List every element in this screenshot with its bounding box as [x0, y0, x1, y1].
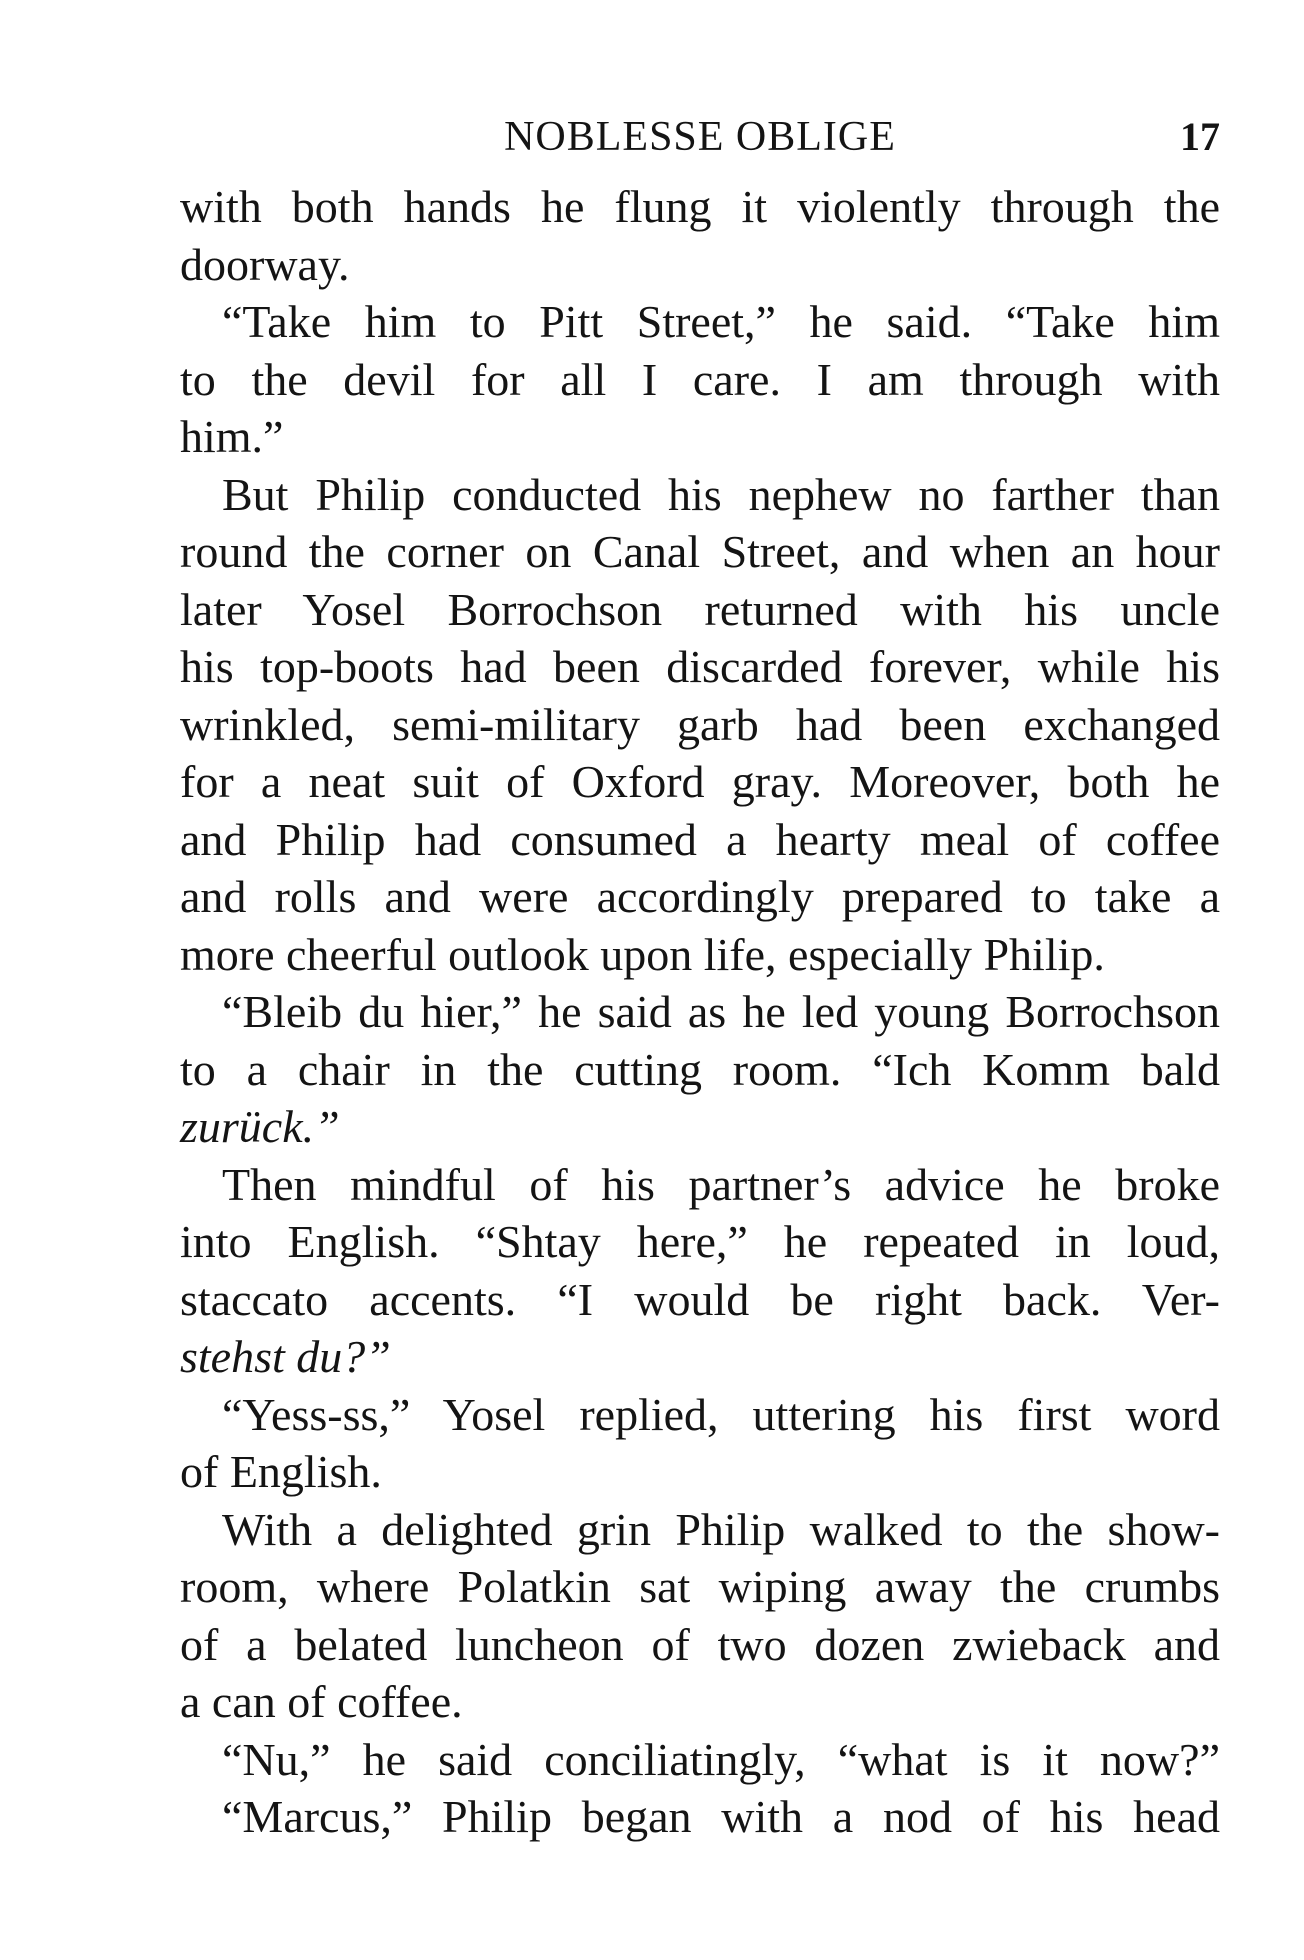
text-line: Then mindful of his partner’s advice he broke [222, 1158, 1220, 1210]
text-line: “Nu,” he said conciliatingly, “what is it now?” [222, 1733, 1220, 1785]
text-line: and Philip had consumed a hearty meal of coffee [180, 813, 1220, 865]
running-title: NOBLESSE OBLIGE [504, 114, 896, 160]
text-line: “Take him to Pitt Street,” he said. “Take him [222, 296, 1220, 347]
text-line: to a chair in the cutting room. “Ich Komm bald [180, 1043, 1220, 1095]
text-line: for a neat suit of Oxford gray. Moreover, both he [180, 756, 1220, 807]
text-line: him.” [180, 411, 284, 462]
text-line: and rolls and were accordingly prepared to take a [180, 871, 1220, 922]
text-line: zurück.” [180, 1101, 340, 1152]
text-line: his top-boots had been discarded forever, while his [180, 641, 1220, 692]
text-line: of English. [180, 1446, 382, 1497]
text-line: staccato accents. “I would be right back. Ver- [180, 1273, 1220, 1325]
running-head [180, 112, 1220, 162]
text-line: doorway. [180, 238, 350, 290]
text-line: a can of coffee. [180, 1676, 463, 1727]
text-line: “Yess-ss,” Yosel replied, uttering his first word [222, 1388, 1220, 1440]
text-line: round the corner on Canal Street, and when an hour [180, 526, 1220, 577]
text-line: more cheerful outlook upon life, especially Philip. [180, 928, 1105, 980]
text-line: With a delighted grin Philip walked to the show- [222, 1503, 1220, 1555]
text-line: “Marcus,” Philip began with a nod of his head [222, 1791, 1220, 1842]
text-line: wrinkled, semi-military garb had been exchanged [180, 698, 1220, 750]
text-line: with both hands he flung it violently through the [180, 181, 1220, 232]
text-line: to the devil for all I care. I am through with [180, 353, 1220, 405]
text-line: room, where Polatkin sat wiping away the crumbs [180, 1561, 1220, 1612]
text-line: later Yosel Borrochson returned with his uncle [180, 583, 1220, 635]
page-number: 17 [1180, 114, 1220, 159]
text-line: of a belated luncheon of two dozen zwieback and [180, 1618, 1220, 1670]
text-line: But Philip conducted his nephew no farther than [222, 468, 1220, 520]
text-line: “Bleib du hier,” he said as he led young Borrochson [222, 986, 1220, 1037]
text-line: into English. “Shtay here,” he repeated in loud, [180, 1216, 1220, 1267]
body-text [180, 178, 1220, 1846]
text-line: stehst du?” [180, 1331, 391, 1382]
